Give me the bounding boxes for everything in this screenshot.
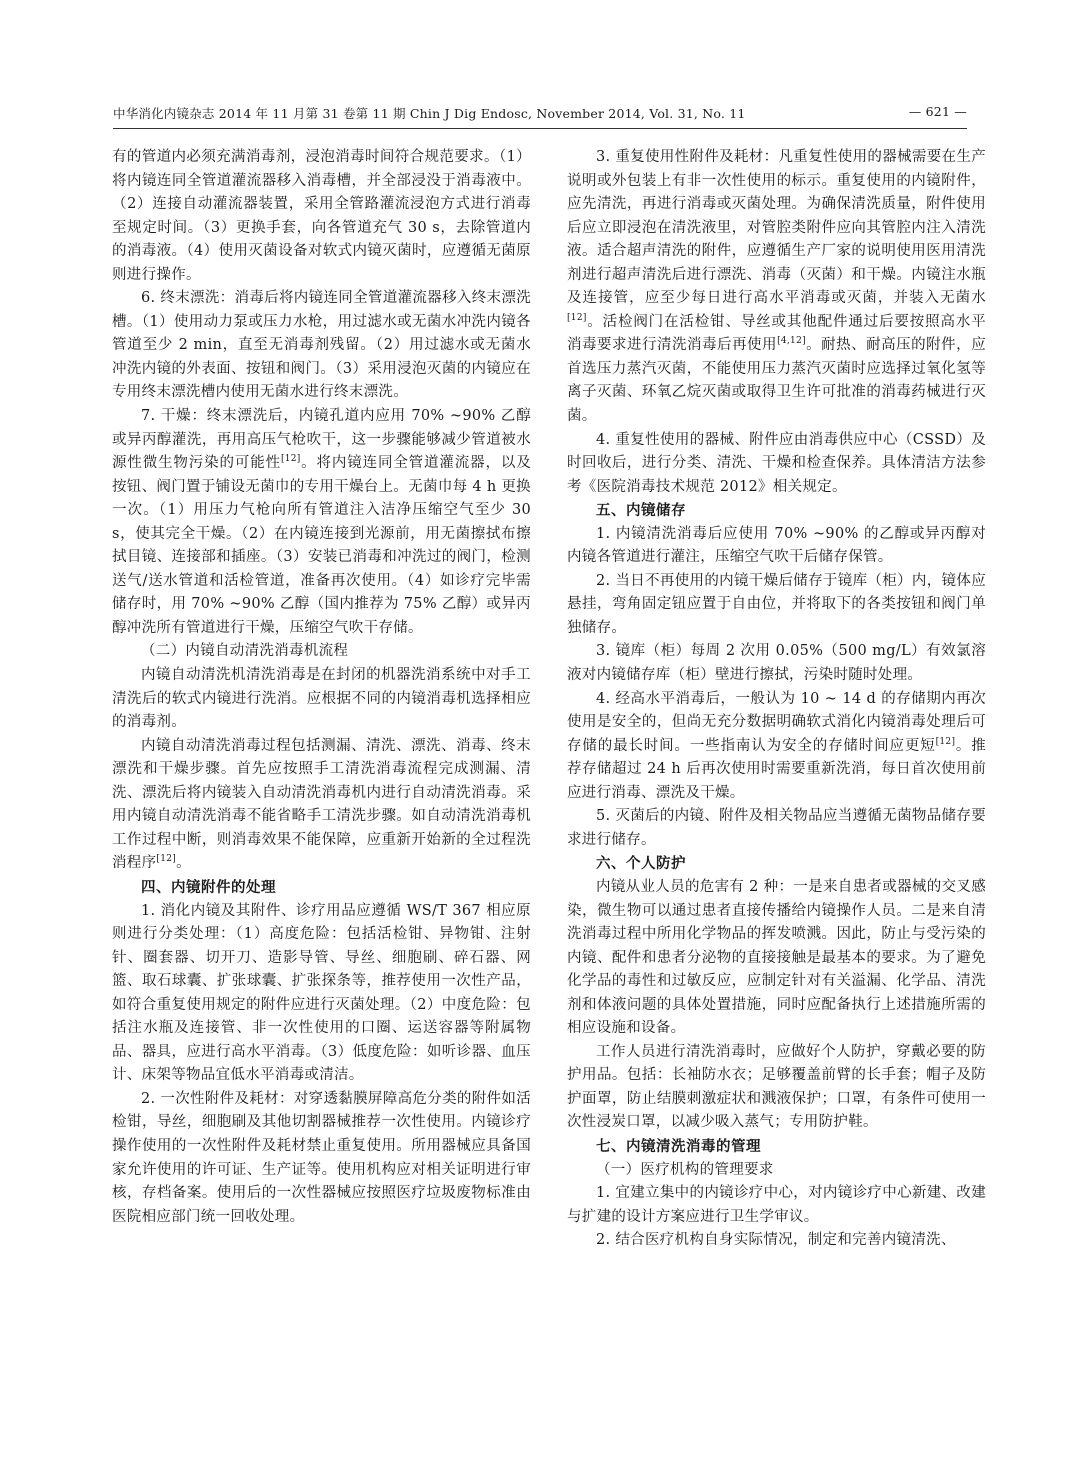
- text-run: 。: [176, 855, 191, 872]
- paragraph: 1. 宜建立集中的内镜诊疗中心，对内镜诊疗中心新建、改建与扩建的设计方案应进行卫生学审议。: [567, 1185, 986, 1225]
- text-run: 4. 经高水平消毒后，一般认为 10 ~ 14 d 的存储期内再次使用是安全的，但尚无充分数据明确软式消化内镜消毒处理后可存储的最长时间。一些指南认为安全的存储时间应更短: [567, 690, 986, 754]
- citation: [12]: [156, 854, 177, 865]
- paragraph: 2. 一次性附件及耗材：对穿透黏膜屏障高危分类的附件如活检钳，导丝，细胞刷及其他切割器械推荐一次性使用。内镜诊疗操作使用的一次性附件及耗材禁止重复使用。所用器械应具备国家允许使用的许可证、生产证等。使用机构应对相关证明进行审核，存档备案。使用后的一次性器械应按照医疗垃圾废物标准由医院相应部门统一回收处理。: [112, 1090, 531, 1225]
- paragraph: 1. 消化内镜及其附件、诊疗用品应遵循 WS/T 367 相应原则进行分类处理：（1）高度危险：包括活检钳、异物钳、注射针、圈套器、切开刀、造影导管、导丝、细胞刷、碎石器、网篮、取石球囊、扩张球囊、扩张探条等，推荐使用一次性产品，如符合重复使用规定的附件应进行灭菌处理。（2）中度危险：包括注水瓶及连接管、非一次性使用的口圈、运送容器等附属物品、器具，应进行高水平消毒。（3）低度危险：如听诊器、血压计、床架等物品宜低水平消毒或清洁。: [112, 902, 531, 1084]
- paragraph: 5. 灭菌后的内镜、附件及相关物品应当遵循无菌物品储存要求进行储存。: [567, 808, 986, 848]
- paragraph: 4. 重复性使用的器械、附件应由消毒供应中心（CSSD）及时回收后，进行分类、清洗、干燥和检查保养。具体清洁方法参考《医院消毒技术规范 2012》相关规定。: [567, 431, 986, 495]
- header-rule: [113, 128, 967, 129]
- text-run: 。活检阀门在活检钳、导丝或其他配件通过后要按照高水平消毒要求进行清洗消毒后再使用: [567, 313, 986, 354]
- paragraph: 内镜自动清洗机清洗消毒是在封闭的机器洗消系统中对手工清洗后的软式内镜进行洗消。应根据不同的内镜消毒机选择相应的消毒剂。: [112, 667, 531, 731]
- paragraph: 工作人员进行清洗消毒时，应做好个人防护，穿戴必要的防护用品。包括：长袖防水衣；足够覆盖前臂的长手套；帽子及防护面罩，防止结膜刺激症状和溅液保护；口罩，有条件可使用一次性浸炭口罩，以减少吸入蒸气；专用防护鞋。: [567, 1043, 986, 1131]
- paragraph: 1. 内镜清洗消毒后应使用 70% ~90% 的乙醇或异丙醇对内镜各管道进行灌注，压缩空气吹干后储存保管。: [567, 525, 986, 566]
- subsection-heading: （二）内镜自动清洗消毒机流程: [141, 643, 349, 660]
- paragraph: 2. 当日不再使用的内镜干燥后储存于镜库（柜）内，镜体应悬挂，弯角固定钮应置于自由位，并将取下的各类按钮和阀门单独储存。: [567, 572, 986, 636]
- paragraph: 3. 镜库（柜）每周 2 次用 0.05%（500 mg/L）有效氯溶液对内镜储存库（柜）壁进行擦拭，污染时随时处理。: [567, 643, 986, 684]
- section-heading: 六、个人防护: [596, 855, 686, 873]
- text-run: 3. 重复使用性附件及耗材：凡重复性使用的器械需要在生产说明或外包装上有非一次性使用的标示。重复使用的内镜附件，应先清洗，再进行消毒或灭菌处理。为确保清洗质量，附件使用后应立即浸泡在清洗液里，对管腔类附件应向其管腔内注入清洗液。适合超声清洗的附件，应遵循生产厂家的说明使用医用清洗剂进行超声清洗后进行漂洗、消毒（灭菌）和干燥。内镜注水瓶及连接管，应至少每日进行高水平消毒或灭菌，并装入无菌水: [567, 149, 986, 307]
- paragraph: 6. 终末漂洗：消毒后将内镜连同全管道灌流器移入终末漂洗槽。（1）使用动力泵或压力水枪，用过滤水或无菌水冲洗内镜各管道至少 2 min，直至无消毒剂残留。（2）用过滤水或无菌水冲洗内镜的外表面、按钮和阀门。（3）采用浸泡灭菌的内镜应在专用终末漂洗槽内使用无菌水进行终末漂洗。: [112, 290, 531, 401]
- paragraph: [567, 146, 986, 429]
- page-number: — 621 —: [908, 104, 967, 119]
- paragraph: [567, 688, 986, 806]
- paragraph: 内镜从业人员的危害有 2 种：一是来自患者或器械的交叉感染，微生物可以通过患者直接传播给内镜操作人员。二是来自清洗消毒过程中所用化学物品的挥发喷溅。因此，防止与受污染的内镜、配件和患者分泌物的直接接触是最基本的要求。为了避免化学品的毒性和过敏反应，应制定针对有关溢漏、化学品、清洗剂和体液问题的具体处置措施，同时应配备执行上述措施所需的相应设施和设备。: [567, 878, 986, 1037]
- journal-citation: 中华消化内镜杂志 2014 年 11 月第 31 卷第 11 期 Chin J Dig Endosc, November 2014, Vol. 31, No. 11: [113, 106, 746, 121]
- text-run: 内镜自动清洗消毒过程包括测漏、清洗、漂洗、消毒、终末漂洗和干燥步骤。首先应按照手工清洗消毒流程完成测漏、清洗、漂洗后将内镜装入自动清洗消毒机内进行自动清洗消毒。采用内镜自动清洗消毒不能省略手工清洗步骤。如自动清洗消毒机工作过程中断，则消毒效果不能保障，应重新开始新的全过程洗消程序: [112, 737, 531, 872]
- right-column: [567, 146, 986, 1253]
- citation: [4,12]: [777, 336, 806, 347]
- text-run: 7. 干燥：终末漂洗后，内镜孔道内应用 70% ~90% 乙醇或异丙醇灌洗，再用高压气枪吹干，这一步骤能够减少管道被水源性微生物污染的可能性: [112, 408, 531, 472]
- section-heading: 七、内镜清洗消毒的管理: [596, 1137, 761, 1155]
- citation: [12]: [935, 736, 956, 747]
- paragraph: 有的管道内必须充满消毒剂，浸泡消毒时间符合规范要求。（1）将内镜连同全管道灌流器移入消毒槽，并全部浸没于消毒液中。（2）连接自动灌流器装置，采用全管路灌流浸泡方式进行消毒至规定时间。（3）更换手套，向各管道充气 30 s，去除管道内的消毒液。（4）使用灭菌设备对软式内镜灭菌时，应遵循无菌原则进行操作。: [112, 149, 531, 283]
- left-column: [112, 146, 531, 1229]
- paragraph: 2. 结合医疗机构自身实际情况，制定和完善内镜清洗、: [596, 1232, 956, 1249]
- section-heading: 四、内镜附件的处理: [141, 878, 276, 896]
- section-heading: 五、内镜储存: [596, 502, 686, 520]
- paragraph: [112, 735, 531, 876]
- paragraph: [112, 405, 531, 640]
- citation: [12]: [280, 454, 301, 465]
- citation: [12]: [567, 313, 587, 323]
- running-header: [113, 104, 967, 126]
- text-run: 。将内镜连同全管道灌流器，以及按钮、阀门置于铺设无菌巾的专用干燥台上。无菌巾每 4 h 更换一次。（1）用压力气枪向所有管道注入洁净压缩空气至少 30 s，使其完全干燥。（2）在内镜连接到光源前，用无菌擦拭布擦拭目镜、连接部和插座。（3）安装已消毒和冲洗过的阀门，检测送气/送水管道和活检管道，准备再次使用。（4）如诊疗完毕需储存时，用 70% ~90% 乙醇（国内推荐为 75% 乙醇）或异丙醇冲洗所有管道进行干燥，压缩空气吹干存储。: [112, 455, 531, 636]
- subsection-heading: （一）医疗机构的管理要求: [596, 1161, 774, 1178]
- text-run: 。耐热、耐高压的附件，应首选压力蒸汽灭菌，不能使用压力蒸汽灭菌时应选择过氧化氢等离子灭菌、环氧乙烷灭菌或取得卫生许可批准的消毒药械进行灭菌。: [567, 337, 986, 425]
- text-run: 。推荐存储超过 24 h 后再次使用时需要重新洗消，每日首次使用前应进行消毒、漂洗及干燥。: [567, 737, 986, 801]
